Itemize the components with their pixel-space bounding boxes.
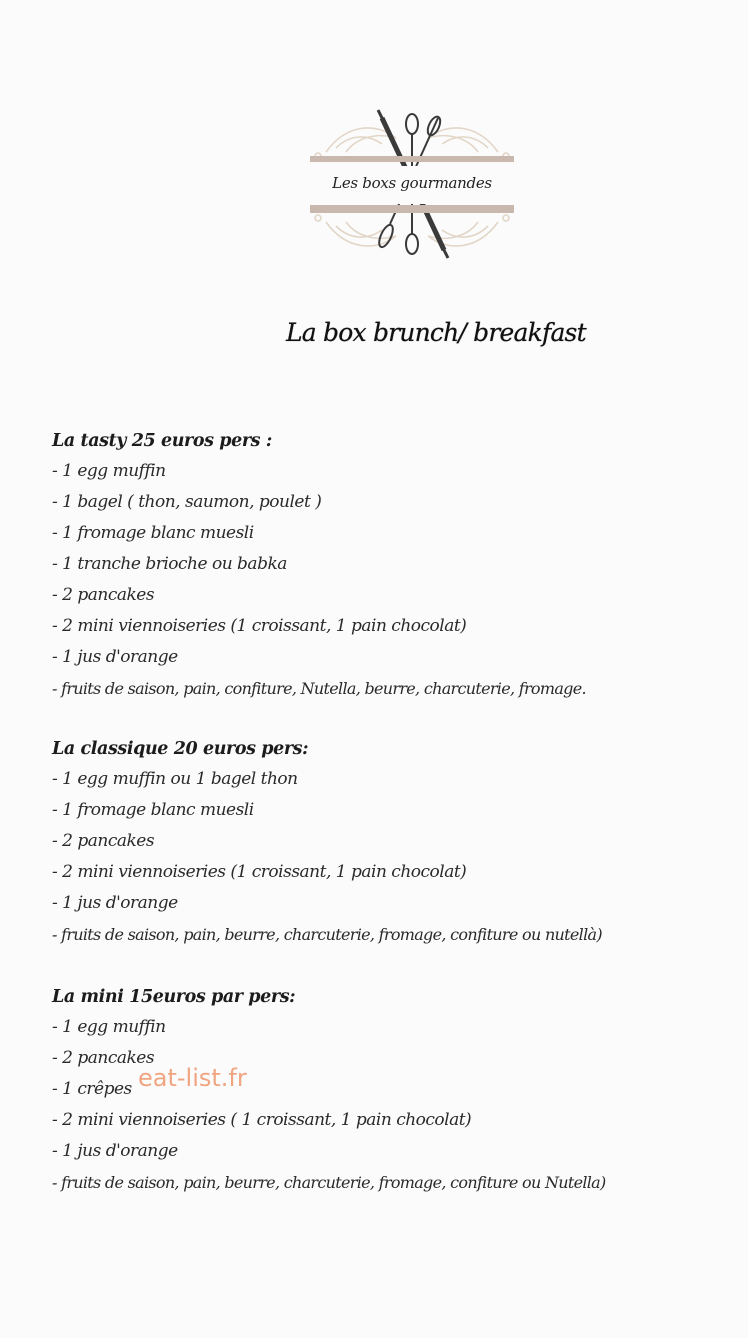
list-item: - 1 jus d'orange: [52, 1141, 178, 1161]
list-item: - fruits de saison, pain, beurre, charcuterie, fromage, confiture ou Nutella): [52, 1173, 606, 1192]
section-heading: La tasty 25 euros pers :: [52, 431, 272, 451]
section-heading: La mini 15euros par pers:: [52, 987, 296, 1007]
menu-section-classique: [52, 734, 722, 950]
item-list: [52, 456, 722, 704]
list-item: - 1 egg muffin ou 1 bagel thon: [52, 769, 298, 789]
section-heading: La classique 20 euros pers:: [52, 739, 309, 759]
list-item: - fruits de saison, pain, confiture, Nutella, beurre, charcuterie, fromage.: [52, 679, 586, 698]
list-item: - 2 mini viennoiseries (1 croissant, 1 pain chocolat): [52, 862, 467, 882]
item-list: [52, 1012, 722, 1198]
list-item: - 2 pancakes: [52, 831, 155, 851]
list-item: - 1 egg muffin: [52, 1017, 166, 1037]
list-item: - 1 crêpes: [52, 1079, 132, 1099]
list-item: - 1 egg muffin: [52, 461, 166, 481]
list-item: - 1 jus d'orange: [52, 893, 178, 913]
list-item: - fruits de saison, pain, beurre, charcuterie, fromage, confiture ou nutellà): [52, 925, 602, 944]
logo-text: Les boxs gourmandes: [332, 174, 492, 192]
list-item: - 1 fromage blanc muesli: [52, 523, 254, 543]
list-item: - 2 pancakes: [52, 1048, 155, 1068]
list-item: - 2 pancakes: [52, 585, 155, 605]
page-title: La box brunch/ breakfast: [286, 318, 586, 347]
list-item: - 1 tranche brioche ou babka: [52, 554, 287, 574]
list-item: - 2 mini viennoiseries (1 croissant, 1 pain chocolat): [52, 616, 467, 636]
menu-section-tasty: [52, 426, 722, 704]
list-item: - 1 fromage blanc muesli: [52, 800, 254, 820]
list-item: - 1 jus d'orange: [52, 647, 178, 667]
list-item: - 2 mini viennoiseries ( 1 croissant, 1 pain chocolat): [52, 1110, 472, 1130]
watermark: eat-list.fr: [138, 1064, 247, 1092]
list-item: - 1 bagel ( thon, saumon, poulet ): [52, 492, 322, 512]
logo: [306, 104, 518, 268]
item-list: [52, 764, 722, 950]
